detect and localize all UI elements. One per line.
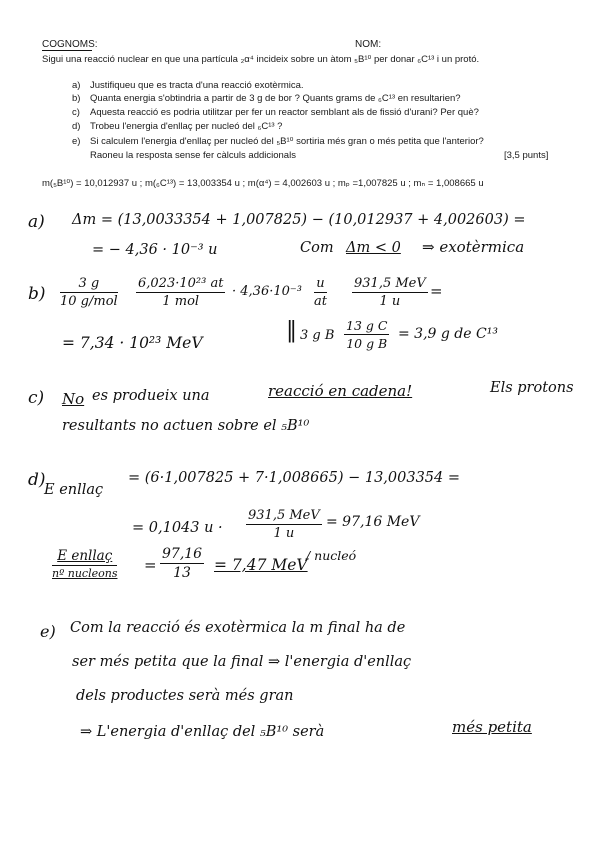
answer-c-no: No [62, 390, 85, 408]
answer-a-label: a) [28, 212, 45, 232]
question-e-continuation: Raoneu la resposta sense fer càlculs addicionals [90, 150, 296, 161]
answer-a-delta-m-negative: Δm < 0 [346, 240, 401, 256]
answer-d-lhs-fraction [52, 548, 117, 580]
answer-d-f-num: 931,5 MeV [248, 508, 320, 523]
cognoms-underline [42, 50, 92, 51]
answer-b-fraction-u-per-at [314, 276, 327, 309]
answer-e-smaller: més petita [452, 718, 532, 736]
cognoms-label: COGNOMS: [42, 39, 98, 50]
answer-e-line1: Com la reacció és exotèrmica la m final ha de [70, 620, 406, 636]
answer-d-line2-start: = 0,1043 u · [132, 520, 223, 536]
answer-c-line2: resultants no actuen sobre el ₅B¹⁰ [62, 418, 310, 434]
answer-d-line2-end: = 97,16 MeV [326, 514, 420, 530]
answer-d-line1: = (6·1,007825 + 7·1,008665) − 13,003354 = [128, 470, 461, 486]
answer-d-rhs-num: 97,16 [162, 546, 203, 562]
answer-d-per-nucleon: / nucleó [306, 548, 357, 563]
question-a-text: Justifiqueu que es tracta d'una reacció exotèrmica. [90, 80, 304, 91]
question-e-letter: e) [72, 136, 81, 147]
atomic-masses-line: m(₅B¹⁰) = 10,012937 u ; m(₆C¹³) = 13,003354 u ; m(α⁴) = 4,002603 u ; mₚ =1,007825 u ; mₙ = 1,008665 u [42, 178, 484, 189]
question-d-letter: d) [72, 121, 81, 132]
answer-b-mid-factor: · 4,36·10⁻³ [232, 284, 302, 299]
answer-b-f3-num: u [314, 276, 327, 293]
answer-d-rhs-fraction [160, 546, 204, 581]
answer-d-lhs-den: nº nucleons [52, 567, 118, 580]
answer-e-line4-start: ⇒ L'energia d'enllaç del ₅B¹⁰ serà [80, 724, 325, 740]
answer-b-f1-num: 3 g [60, 276, 118, 293]
answer-d-f-den: 1 u [273, 526, 295, 541]
answer-c-label: c) [28, 388, 45, 408]
question-b-letter: b) [72, 93, 81, 104]
answer-b-fraction-mev [352, 276, 428, 309]
answer-b-result: = 7,34 · 10²³ MeV [62, 334, 203, 352]
answer-b-equals: = [430, 282, 443, 300]
answer-b-f4-num: 931,5 MeV [354, 276, 426, 291]
answer-b-fraction-avogadro [136, 276, 225, 309]
question-c-letter: c) [72, 107, 80, 118]
answer-b-side-fraction [344, 318, 389, 351]
answer-b-f3-den: at [314, 294, 327, 309]
answer-b-f2-num: 6,023·10²³ at [138, 276, 224, 291]
answer-b-f2-den: 1 mol [162, 294, 200, 309]
answer-b-side-start: 3 g B [300, 328, 335, 343]
answer-a-line2: = − 4,36 · 10⁻³ u [92, 242, 218, 258]
points-label: [3,5 punts] [504, 150, 549, 161]
question-d-text: Trobeu l'energia d'enllaç per nucleó del ₆C¹³ ? [90, 121, 283, 132]
answer-b-side-mark: ‖ [286, 318, 297, 343]
answer-e-line3: dels productes serà més gran [76, 688, 294, 704]
answer-b-f1-den: 10 g/mol [60, 294, 118, 309]
answer-e-line2: ser més petita que la final ⇒ l'energia d'enllaç [72, 654, 412, 670]
answer-d-equals: = [144, 556, 157, 574]
question-c-text: Aquesta reacció es podria utilitzar per fer un reactor semblant als de fissió d'urani? Per què? [90, 107, 479, 118]
answer-c-chain-reaction: reacció en cadena! [268, 382, 413, 400]
answer-a-line1: Δm = (13,0033354 + 1,007825) − (10,012937 + 4,002603) = [72, 212, 526, 228]
answer-b-side-den: 10 g B [346, 336, 388, 351]
answer-d-rhs-den: 13 [173, 565, 191, 581]
answer-b-side-result: = 3,9 g de C¹³ [398, 326, 498, 342]
question-a-letter: a) [72, 80, 81, 91]
answer-e-label: e) [40, 622, 56, 641]
answer-d-lhs-num: E enllaç [52, 548, 117, 566]
answer-b-side-num: 13 g C [346, 318, 388, 333]
answer-b-fraction-mass [60, 276, 118, 309]
answer-d-eenllac: E enllaç [44, 482, 104, 498]
problem-statement: Sigui una reacció nuclear en que una partícula ₂α⁴ incideix sobre un àtom ₅B¹⁰ per donar ₆C¹³ i un protó. [42, 54, 480, 65]
question-b-text: Quanta energia s'obtindria a partir de 3 g de bor ? Quants grams de ₆C¹³ en resultarien? [90, 93, 461, 104]
answer-c-line1-mid: es produeix una [92, 388, 210, 404]
answer-c-line1-end: Els protons [490, 380, 574, 396]
answer-d-result: = 7,47 MeV [214, 556, 308, 574]
answer-b-f4-den: 1 u [379, 294, 401, 309]
question-e-text: Si calculem l'energia d'enllaç per nucleó del ₅B¹⁰ sortiria més gran o més petita que l'anterior? [90, 136, 484, 147]
answer-b-label: b) [28, 284, 46, 304]
answer-d-fraction-mev [246, 508, 322, 541]
answer-d-label: d) [28, 470, 46, 490]
answer-a-conclusion: ⇒ exotèrmica [422, 238, 525, 256]
answer-a-com: Com [300, 240, 334, 256]
nom-label: NOM: [355, 39, 382, 50]
